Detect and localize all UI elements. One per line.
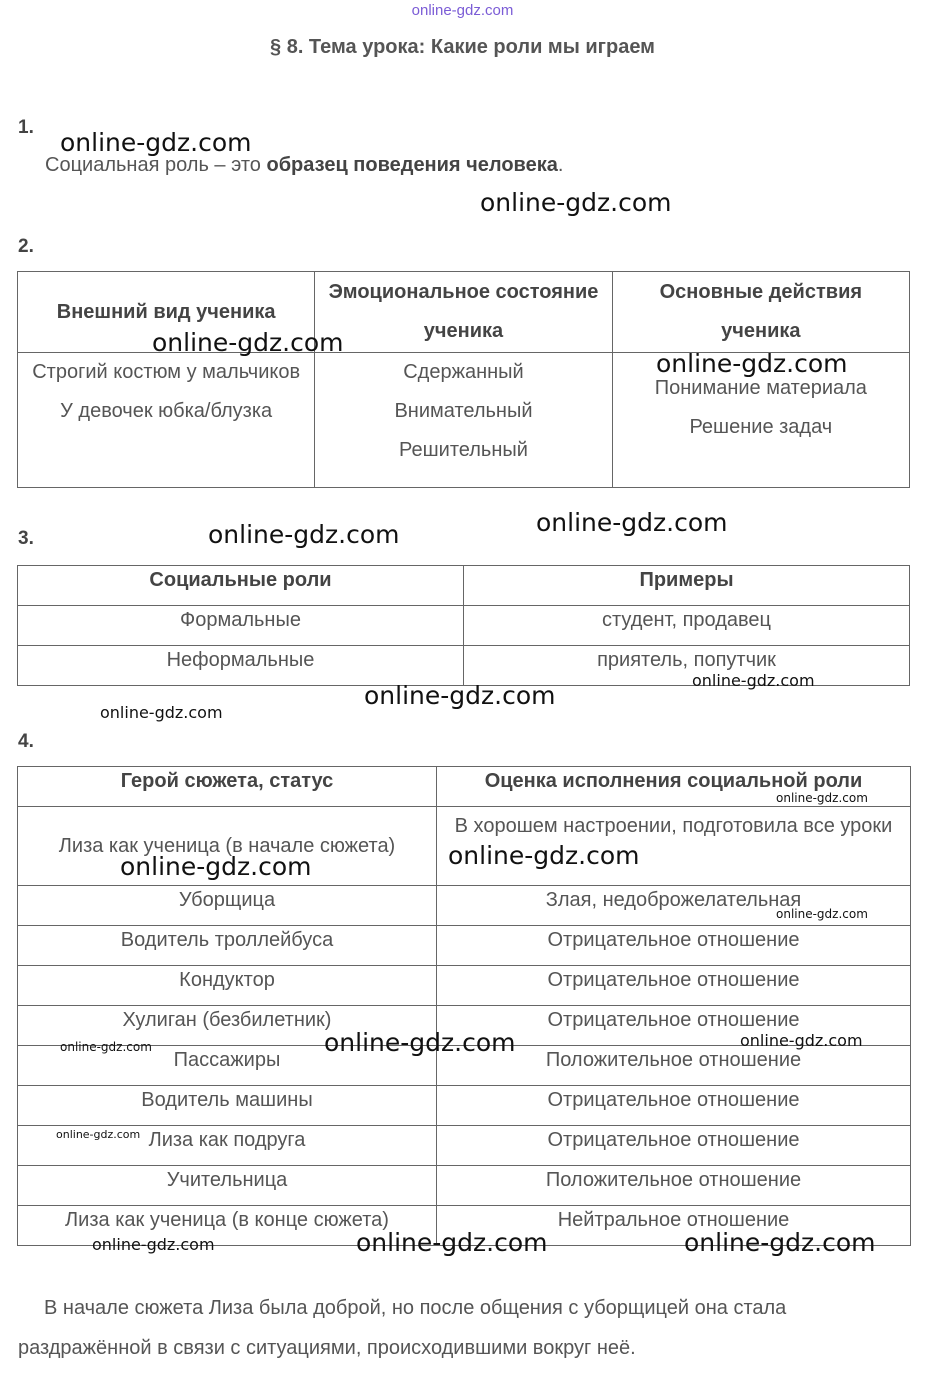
- table-cell: Водитель троллейбуса: [18, 926, 437, 966]
- definition-bold: образец поведения человека: [266, 154, 558, 176]
- table-cell: студент, продавец: [464, 606, 910, 646]
- watermark: online-gdz.com: [208, 520, 400, 549]
- table-row: [18, 1126, 911, 1166]
- cell-line: Понимание материала: [654, 377, 867, 399]
- table-cell: Водитель машины: [18, 1086, 437, 1126]
- watermark: online-gdz.com: [536, 508, 728, 537]
- site-watermark-top: online-gdz.com: [411, 2, 514, 19]
- table-cell: Нейтральное отношение: [437, 1206, 911, 1246]
- conclusion-paragraph: В начале сюжета Лиза была доброй, но после общения с уборщицей она стала раздражённой в связи с ситуациями, происходившими вокруг неё.: [18, 1297, 787, 1359]
- watermark: online-gdz.com: [448, 841, 640, 870]
- watermark: online-gdz.com: [92, 1235, 215, 1254]
- table-header: Оценка исполнения социальной роли: [437, 767, 911, 807]
- cell-line: У девочек юбка/блузка: [60, 400, 273, 422]
- student-traits-table: [17, 271, 910, 488]
- cell-line: Внимательный: [394, 400, 533, 422]
- cell-line: Строгий костюм у мальчиков: [32, 361, 301, 383]
- watermark: online-gdz.com: [684, 1228, 876, 1257]
- watermark: online-gdz.com: [776, 791, 868, 805]
- table-cell: Хулиган (безбилетник): [18, 1006, 437, 1046]
- watermark: online-gdz.com: [60, 128, 252, 157]
- table-cell: Отрицательное отношение: [437, 926, 911, 966]
- table-row: [18, 606, 910, 646]
- table-header: Социальные роли: [18, 566, 464, 606]
- table-cell: [315, 353, 612, 488]
- table-header: Внешний вид ученика: [18, 272, 315, 353]
- table-cell: Неформальные: [18, 646, 464, 686]
- table-row: [18, 1166, 911, 1206]
- table-header-row: [18, 566, 910, 606]
- social-roles-table: [17, 565, 910, 686]
- watermark: online-gdz.com: [740, 1031, 863, 1050]
- watermark: online-gdz.com: [324, 1028, 516, 1057]
- section-1-text: [45, 154, 563, 177]
- watermark: online-gdz.com: [364, 681, 556, 710]
- table-cell: Пассажиры: [18, 1046, 437, 1086]
- table-cell: Положительное отношение: [437, 1046, 911, 1086]
- watermark: online-gdz.com: [100, 703, 223, 722]
- table-cell: Формальные: [18, 606, 464, 646]
- table-header: Примеры: [464, 566, 910, 606]
- section-3-number: 3.: [18, 528, 34, 549]
- table-cell: Отрицательное отношение: [437, 1126, 911, 1166]
- section-2-number: 2.: [18, 236, 34, 257]
- watermark: online-gdz.com: [356, 1228, 548, 1257]
- watermark: online-gdz.com: [56, 1128, 141, 1141]
- table-cell: В хорошем настроении, подготовила все уроки: [437, 807, 911, 886]
- section-4-number: 4.: [18, 731, 34, 752]
- table-cell: Отрицательное отношение: [437, 1086, 911, 1126]
- table-cell: [18, 353, 315, 488]
- page-title: § 8. Тема урока: Какие роли мы играем: [270, 36, 655, 58]
- table-row: [18, 1086, 911, 1126]
- table-cell: Положительное отношение: [437, 1166, 911, 1206]
- cell-line: Решительный: [399, 439, 528, 461]
- watermark: online-gdz.com: [692, 671, 815, 690]
- table-header: Основные действия ученика: [612, 272, 909, 353]
- definition-start: Социальная роль – это: [45, 154, 267, 176]
- watermark: online-gdz.com: [152, 328, 344, 357]
- table-header: Герой сюжета, статус: [18, 767, 437, 807]
- watermark: online-gdz.com: [120, 852, 312, 881]
- table-cell: Лиза как ученица (в конце сюжета): [18, 1206, 437, 1246]
- section-1-number: 1.: [18, 117, 34, 138]
- definition-end: .: [557, 154, 564, 176]
- table-row: [18, 966, 911, 1006]
- table-cell: Кондуктор: [18, 966, 437, 1006]
- cell-line: Решение задач: [689, 416, 833, 438]
- table-cell: Учительница: [18, 1166, 437, 1206]
- table-cell: Злая, недоброжелательная: [437, 886, 911, 926]
- table-cell: приятель, попутчик: [464, 646, 910, 686]
- watermark: online-gdz.com: [60, 1040, 152, 1054]
- table-cell: Лиза как ученица (в начале сюжета): [18, 807, 437, 886]
- characters-table: [17, 766, 911, 1246]
- table-cell: Уборщица: [18, 886, 437, 926]
- watermark: online-gdz.com: [776, 907, 868, 921]
- table-cell: Лиза как подруга: [18, 1126, 437, 1166]
- watermark: online-gdz.com: [480, 188, 672, 217]
- watermark: online-gdz.com: [656, 349, 848, 378]
- cell-line: Сдержанный: [403, 361, 524, 383]
- table-header: Эмоциональное состояние ученика: [315, 272, 612, 353]
- table-cell: Отрицательное отношение: [437, 966, 911, 1006]
- table-cell: Отрицательное отношение: [437, 1006, 911, 1046]
- table-row: [18, 926, 911, 966]
